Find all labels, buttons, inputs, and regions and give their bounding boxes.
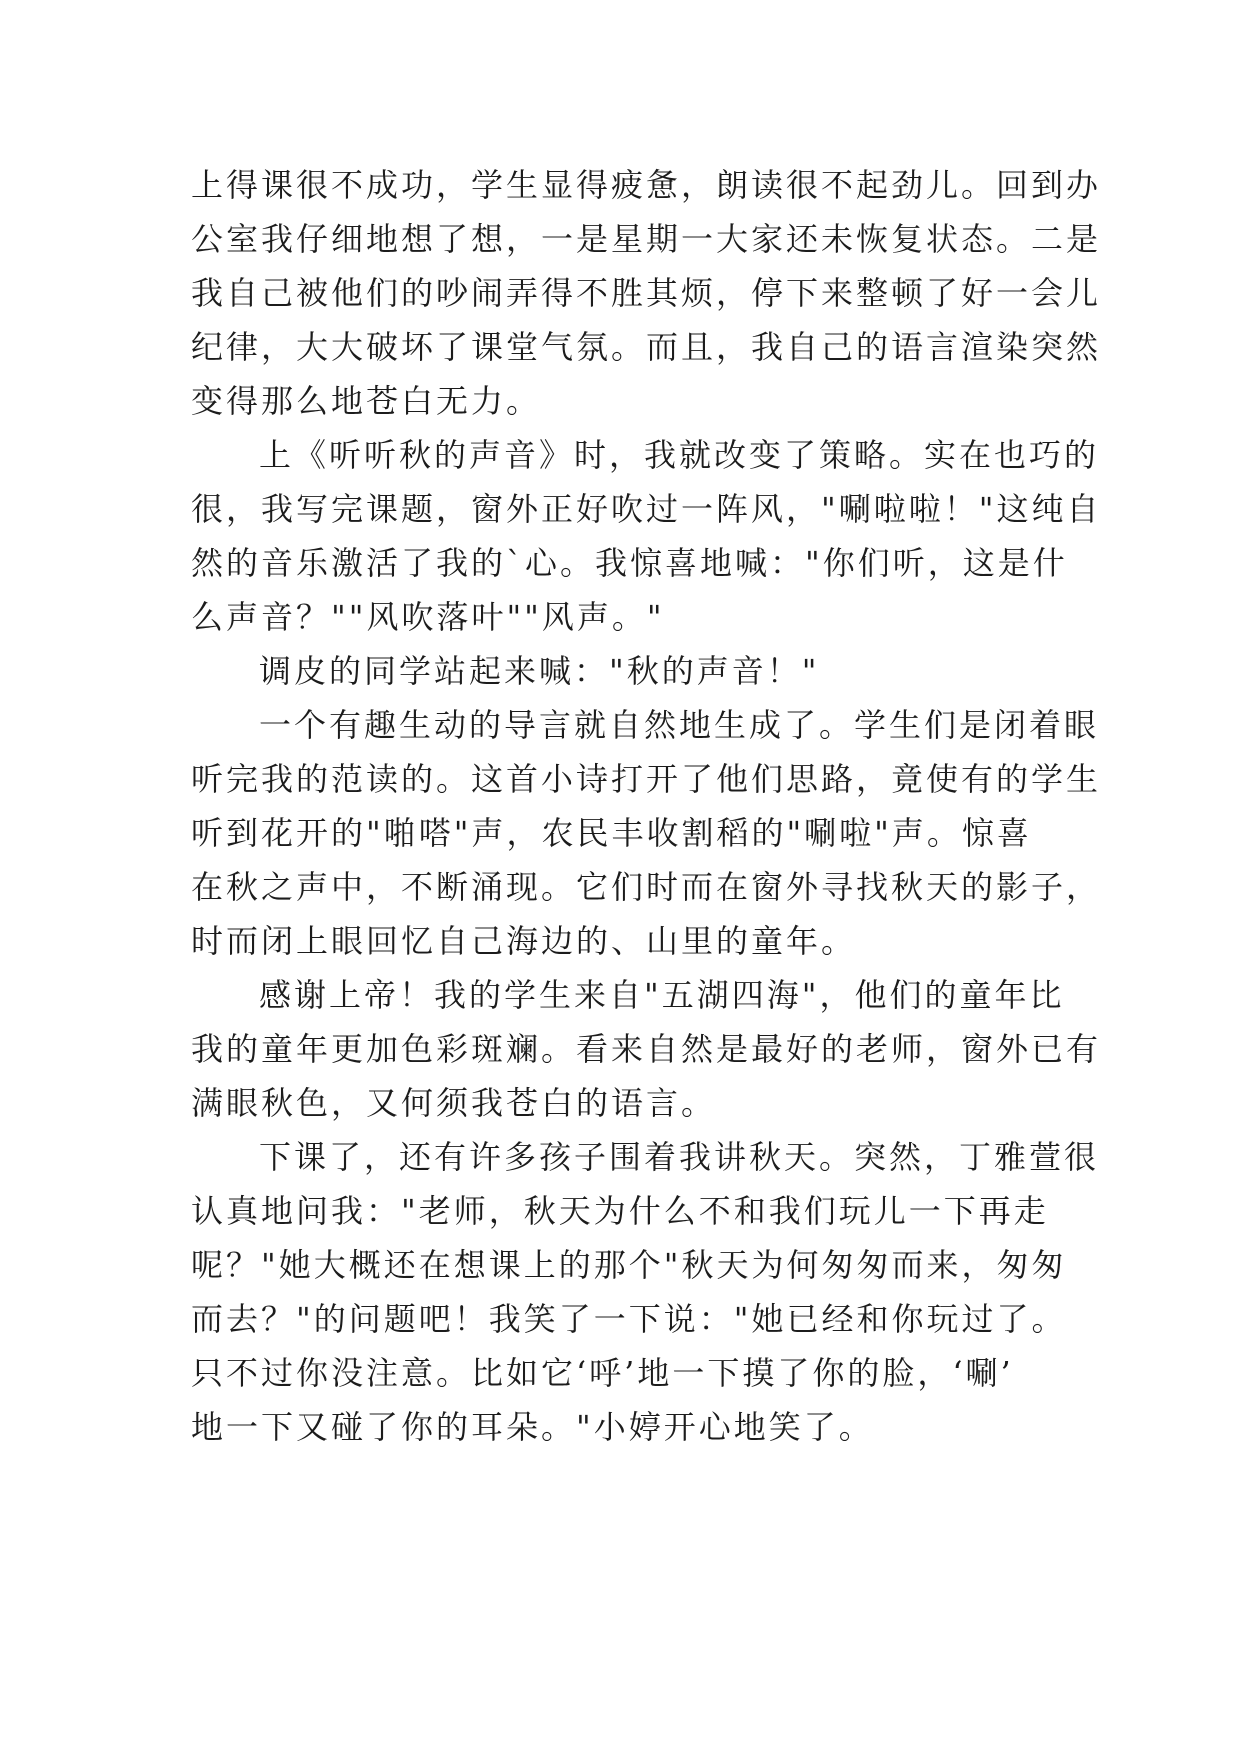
text-line: 然的音乐激活了我的`心。我惊喜地喊："你们听，这是什: [191, 544, 1068, 582]
text-line: 只不过你没注意。比如它‘呼’地一下摸了你的脸，‘唰’: [191, 1354, 1014, 1392]
paragraph-start-line: 感谢上帝！我的学生来自"五湖四海"，他们的童年比: [259, 976, 1065, 1014]
text-line: 听完我的范读的。这首小诗打开了他们思路，竟使有的学生: [191, 760, 1102, 798]
text-line: 公室我仔细地想了想，一是星期一大家还未恢复状态。二是: [191, 220, 1102, 258]
text-line: 很，我写完课题，窗外正好吹过一阵风，"唰啦啦！"这纯自: [191, 490, 1102, 528]
text-line: 么声音？""风吹落叶""风声。": [191, 598, 665, 636]
paragraph-start-line: 下课了，还有许多孩子围着我讲秋天。突然，丁雅萱很: [259, 1138, 1100, 1176]
text-line: 听到花开的"啪嗒"声，农民丰收割稻的"唰啦"声。惊喜: [191, 814, 1032, 852]
text-line: 上得课很不成功，学生显得疲惫，朗读很不起劲儿。回到办: [191, 166, 1102, 204]
text-line: 纪律，大大破坏了课堂气氛。而且，我自己的语言渲染突然: [191, 328, 1102, 366]
text-line: 我自己被他们的吵闹弄得不胜其烦，停下来整顿了好一会儿: [191, 274, 1102, 312]
text-line: 呢？"她大概还在想课上的那个"秋天为何匆匆而来，匆匆: [191, 1246, 1067, 1284]
text-line: 认真地问我："老师，秋天为什么不和我们玩儿一下再走: [191, 1192, 1049, 1230]
text-line: 变得那么地苍白无力。: [191, 382, 542, 420]
text-line: 而去？"的问题吧！我笑了一下说："她已经和你玩过了。: [191, 1300, 1067, 1338]
text-line: 在秋之声中，不断涌现。它们时而在窗外寻找秋天的影子，: [191, 868, 1102, 906]
text-line: 我的童年更加色彩斑斓。看来自然是最好的老师，窗外已有: [191, 1030, 1102, 1068]
text-line: 时而闭上眼回忆自己海边的、山里的童年。: [191, 922, 857, 960]
paragraph-start-line: 一个有趣生动的导言就自然地生成了。学生们是闭着眼: [259, 706, 1100, 744]
text-line: 地一下又碰了你的耳朵。"小婷开心地笑了。: [191, 1408, 874, 1446]
text-line: 满眼秋色，又何须我苍白的语言。: [191, 1084, 717, 1122]
paragraph-start-line: 调皮的同学站起来喊："秋的声音！": [259, 652, 820, 690]
body-text: [191, 158, 1102, 1454]
paragraph-start-line: 上《听听秋的声音》时，我就改变了策略。实在也巧的: [259, 436, 1100, 474]
